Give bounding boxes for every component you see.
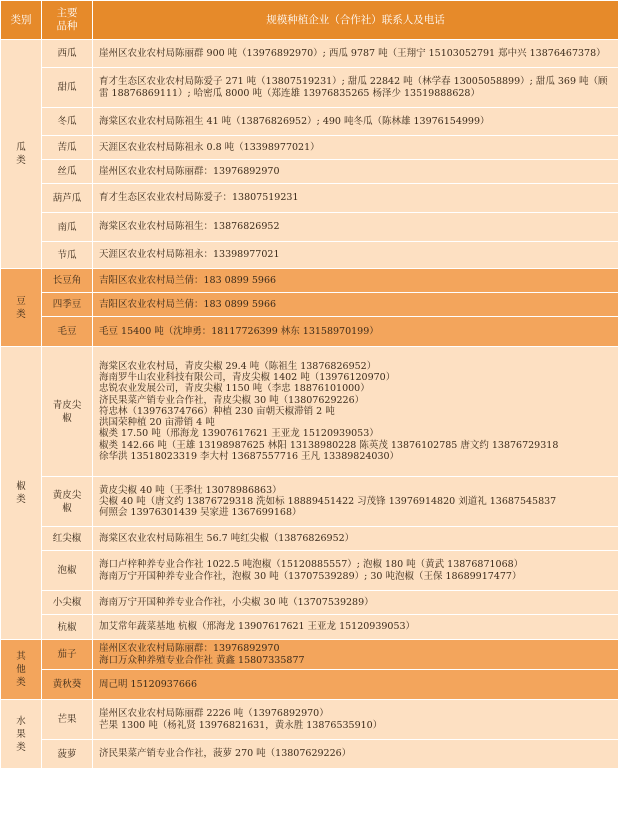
table-row <box>1 615 618 640</box>
table-row <box>1 213 618 242</box>
variety-cell <box>42 317 93 347</box>
variety-cell <box>42 213 93 242</box>
table-row <box>1 40 618 68</box>
table-row <box>1 269 618 293</box>
table-row <box>1 700 618 740</box>
contact-cell: 济民果菜产销专业合作社，菠萝 270 吨（13807629226） <box>93 740 618 769</box>
variety-cell <box>42 477 93 527</box>
variety-cell <box>42 40 93 68</box>
table-row <box>1 184 618 213</box>
contact-cell: 吉阳区农业农村局兰倩：183 0899 5966 <box>93 269 618 293</box>
variety-cell <box>42 347 93 477</box>
contact-cell: 海棠区农业农村局陈祖生 41 吨（13876826952）; 490 吨冬瓜（陈林雄 13976154999） <box>93 108 618 136</box>
category-label: 其他类 <box>16 651 26 688</box>
contact-cell: 海棠区农业农村局，青皮尖椒 29.4 吨（陈祖生 13876826952） 海南罗牛山农业科技有限公司，青皮尖椒 1402 吨（13976120970） 忠锐农业发展公司，青皮尖椒 1150 吨（李忠 18876101000） 济民果菜产销专业合作社，青皮尖椒 30 吨（13807629226） 符忠林（13976374766）种植 230 亩朝天椒滞销 2 吨 洪国荣种植 20 亩滞销 4 吨 椒类 17.50 吨（邢海龙 13907617621 王亚龙 15120939053） 椒类 142.66 吨（王雄 13198987625 林阳 13138980228 陈英茂 13876102785 唐文约 13876729318 徐华洪 13518023319 李大村 13687557716 王凡 13389824030） <box>93 347 618 477</box>
table-row <box>1 317 618 347</box>
category-cell <box>1 347 42 640</box>
table-row <box>1 68 618 108</box>
category-cell <box>1 40 42 269</box>
category-cell <box>1 269 42 347</box>
variety-label: 长豆角 <box>52 275 82 286</box>
variety-cell <box>42 740 93 769</box>
table-row <box>1 551 618 591</box>
variety-label: 南瓜 <box>57 221 77 233</box>
contact-cell: 黄皮尖椒 40 吨（王季壮 13078986863） 尖椒 40 吨（唐文约 13876729318 洗如标 18889451422 习茂锋 13976914820 刘道礼 13687545837 何照会 13976301439 吴家进 1367699168） <box>93 477 618 527</box>
variety-label: 泡椒 <box>57 565 77 576</box>
variety-label: 甜瓜 <box>57 82 77 93</box>
variety-label: 丝瓜 <box>57 166 77 177</box>
variety-cell <box>42 269 93 293</box>
contact-cell: 崖州区农业农村局陈丽群：13976892970 <box>93 160 618 184</box>
category-cell <box>1 700 42 769</box>
contact-cell: 天涯区农业农村局陈祖永 0.8 吨（13398977021） <box>93 136 618 160</box>
variety-cell <box>42 68 93 108</box>
variety-cell <box>42 700 93 740</box>
table-row <box>1 670 618 700</box>
variety-label: 毛豆 <box>57 326 77 337</box>
table-row <box>1 108 618 136</box>
contact-cell: 育才生态区农业农村局陈爱子 271 吨（13807519231）; 甜瓜 22842 吨（林学春 13005058899）; 甜瓜 369 吨（顾雷 18876869111）; 哈密瓜 8000 吨（郑连雄 13976835265 杨泽少 13519888628） <box>93 68 618 108</box>
contact-cell: 海南万宁开国种养专业合作社，小尖椒 30 吨（13707539289） <box>93 591 618 615</box>
contact-cell: 崖州区农业农村局陈丽群 2226 吨（13976892970） 芒果 1300 吨（杨礼贤 13976821631，黄永胜 13876535910） <box>93 700 618 740</box>
table-row <box>1 136 618 160</box>
table-row <box>1 740 618 769</box>
contact-cell: 育才生态区农业农村局陈爱子：13807519231 <box>93 184 618 213</box>
variety-cell <box>42 591 93 615</box>
header-contact: 规模种植企业（合作社）联系人及电话 <box>93 1 618 40</box>
variety-label: 青皮尖椒 <box>52 399 82 424</box>
contact-cell: 加艾常年蔬菜基地 杭椒（邢海龙 13907617621 王亚龙 15120939053） <box>93 615 618 640</box>
contact-cell: 天涯区农业农村局陈祖永：13398977021 <box>93 242 618 269</box>
category-label: 瓜类 <box>16 142 26 166</box>
variety-label: 葫芦瓜 <box>52 192 82 204</box>
contact-cell: 海棠区农业农村局陈祖生：13876826952 <box>93 213 618 242</box>
contact-cell: 海棠区农业农村局陈祖生 56.7 吨红尖椒（13876826952） <box>93 527 618 551</box>
table-row <box>1 477 618 527</box>
contact-cell: 周己明 15120937666 <box>93 670 618 700</box>
variety-label: 西瓜 <box>57 48 77 59</box>
variety-cell <box>42 670 93 700</box>
category-label: 椒类 <box>16 481 26 505</box>
variety-label: 杭椒 <box>57 621 77 633</box>
table-row <box>1 160 618 184</box>
header-row <box>1 1 618 40</box>
variety-label: 黄皮尖椒 <box>52 489 82 514</box>
category-label: 豆类 <box>16 295 26 320</box>
variety-label: 节瓜 <box>57 249 77 261</box>
variety-cell <box>42 527 93 551</box>
variety-label: 芒果 <box>57 714 77 725</box>
variety-cell <box>42 242 93 269</box>
variety-cell <box>42 615 93 640</box>
category-label: 水果类 <box>16 715 26 753</box>
variety-cell <box>42 160 93 184</box>
variety-label: 苦瓜 <box>57 142 77 153</box>
variety-label: 菠萝 <box>57 748 77 760</box>
contact-cell: 崖州区农业农村局陈丽群 900 吨（13976892970）; 西瓜 9787 吨（王翔宁 15103052791 郑中兴 13876467378） <box>93 40 618 68</box>
contact-cell: 海口卢梓种养专业合作社 1022.5 吨泡椒（15120885557）; 泡椒 180 吨（黄武 13876871068） 海南万宁开国种养专业合作社，泡椒 30 吨（13707539289）; 30 吨泡椒（王保 18689917477） <box>93 551 618 591</box>
variety-cell <box>42 136 93 160</box>
variety-label: 黄秋葵 <box>52 679 82 690</box>
contact-cell: 吉阳区农业农村局兰倩：183 0899 5966 <box>93 293 618 317</box>
variety-cell <box>42 551 93 591</box>
contact-cell: 毛豆 15400 吨（沈坤勇：18117726399 林东 13158970199） <box>93 317 618 347</box>
variety-cell <box>42 184 93 213</box>
table-row <box>1 347 618 477</box>
category-cell <box>1 640 42 700</box>
variety-cell <box>42 108 93 136</box>
variety-label: 四季豆 <box>52 299 82 310</box>
variety-cell <box>42 293 93 317</box>
variety-cell <box>42 640 93 670</box>
table-row <box>1 640 618 670</box>
table-row <box>1 242 618 269</box>
table-row <box>1 591 618 615</box>
table-row <box>1 293 618 317</box>
variety-label: 小尖椒 <box>52 597 82 608</box>
header-category: 类别 <box>1 1 42 40</box>
contact-cell: 崖州区农业农村局陈丽群：13976892970 海口万众种养殖专业合作社 黄鑫 15807335877 <box>93 640 618 670</box>
table-row <box>1 527 618 551</box>
header-variety: 主要 品种 <box>42 1 93 40</box>
variety-label: 茄子 <box>57 649 77 660</box>
variety-label: 冬瓜 <box>57 116 77 127</box>
variety-label: 红尖椒 <box>52 533 82 544</box>
